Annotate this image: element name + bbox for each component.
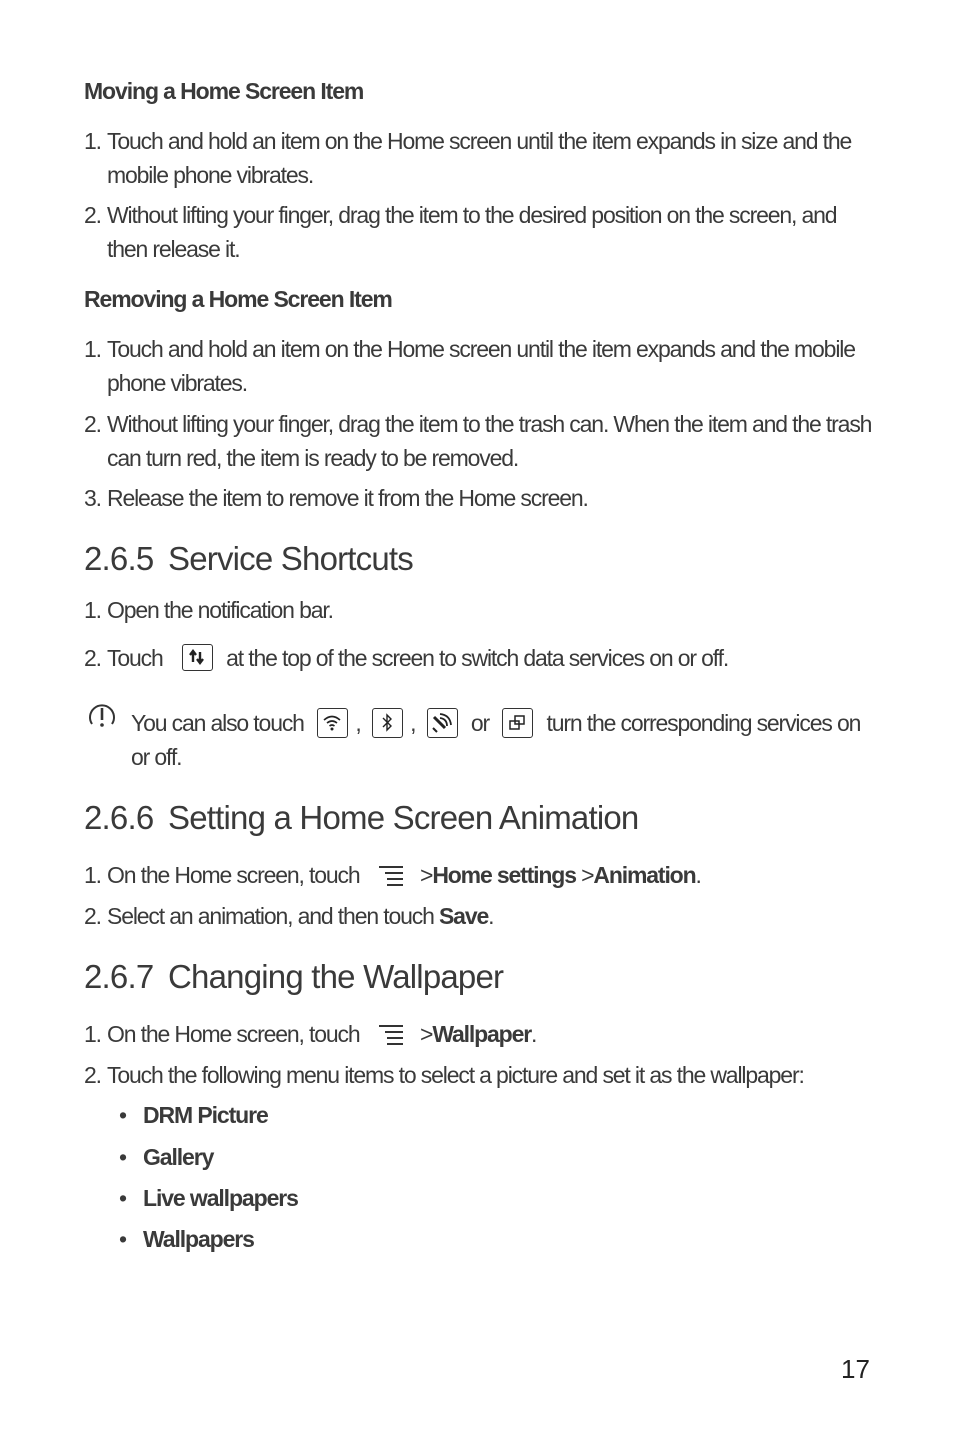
period: . <box>695 862 701 888</box>
step-text: Without lifting your finger, drag the item to the desired position on the screen, and then release it. <box>107 202 837 262</box>
wallpaper-label: Wallpaper <box>432 1021 532 1047</box>
note-icon <box>86 702 118 732</box>
section-heading-service-shortcuts <box>84 539 413 579</box>
step-text: Release the item to remove it from the Home screen. <box>107 485 588 511</box>
section-number: 2.6.6 <box>84 799 154 836</box>
step-number: 1. <box>84 336 101 362</box>
wallpaper-step-1 <box>84 1017 874 1051</box>
bullet: • <box>119 1102 126 1128</box>
list-item <box>119 1142 213 1172</box>
animation-label: Animation <box>593 862 696 888</box>
removing-step-3 <box>84 481 874 515</box>
note-post: turn the corresponding services on <box>546 710 861 736</box>
sync-icon <box>502 708 533 738</box>
gt-separator: > <box>581 862 594 888</box>
step-number: 1. <box>84 862 101 888</box>
step-text-post: at the top of the screen to switch data services on or off. <box>226 645 729 671</box>
menu-icon <box>377 863 405 887</box>
note-pre: You can also touch <box>131 710 304 736</box>
subheading-removing: Removing a Home Screen Item <box>84 286 392 312</box>
step-text: Touch and hold an item on the Home screen until the item expands in size and the mobile phone vibrates. <box>107 128 852 188</box>
subheading-moving: Moving a Home Screen Item <box>84 78 364 104</box>
step-number: 2. <box>84 202 101 228</box>
removing-step-1 <box>84 332 874 400</box>
gps-icon <box>427 708 458 738</box>
period: . <box>531 1021 537 1047</box>
moving-step-1 <box>84 124 874 192</box>
step-text-pre: On the Home screen, touch <box>107 1021 360 1047</box>
list-item <box>119 1100 268 1130</box>
step-number: 2. <box>84 411 101 437</box>
animation-step-2 <box>84 899 874 933</box>
step-text-pre: Touch <box>107 645 163 671</box>
section-heading-animation <box>84 798 638 838</box>
note-sep-1: , <box>355 710 361 736</box>
gt-separator: > <box>420 1021 433 1047</box>
note-text <box>131 706 876 774</box>
section-number: 2.6.7 <box>84 958 154 995</box>
list-item <box>119 1224 254 1254</box>
note-line-2: or off. <box>131 744 182 770</box>
save-label: Save <box>438 903 489 929</box>
step-number: 1. <box>84 597 101 623</box>
step-text-pre: On the Home screen, touch <box>107 862 360 888</box>
service-step-2 <box>84 641 874 675</box>
step-text-pre: Select an animation, and then touch <box>107 903 434 929</box>
section-title: Changing the Wallpaper <box>168 958 504 995</box>
bullet-label: Live wallpapers <box>143 1185 298 1211</box>
bullet-label: Wallpapers <box>143 1226 254 1252</box>
step-number: 3. <box>84 485 101 511</box>
section-title: Setting a Home Screen Animation <box>168 799 639 836</box>
section-heading-wallpaper <box>84 957 503 997</box>
bluetooth-icon <box>372 708 403 738</box>
list-item <box>119 1183 298 1213</box>
menu-icon <box>377 1022 405 1046</box>
step-text: Touch the following menu items to select a picture and set it as the wallpaper: <box>107 1062 804 1088</box>
home-settings-label: Home settings <box>432 862 576 888</box>
step-number: 1. <box>84 128 101 154</box>
step-number: 2. <box>84 1062 101 1088</box>
service-step-1 <box>84 593 874 627</box>
note-or: or <box>470 710 489 736</box>
data-toggle-icon <box>182 644 213 671</box>
gt-separator: > <box>420 862 433 888</box>
step-text: Without lifting your finger, drag the item to the trash can. When the item and the trash can turn red, the item is ready to be removed. <box>107 411 872 471</box>
bullet: • <box>119 1185 126 1211</box>
step-text: Open the notification bar. <box>107 597 333 623</box>
section-title: Service Shortcuts <box>168 540 414 577</box>
moving-step-2 <box>84 198 874 266</box>
removing-step-2 <box>84 407 874 475</box>
step-number: 2. <box>84 645 101 671</box>
note-sep-2: , <box>410 710 416 736</box>
bullet-label: Gallery <box>143 1144 214 1170</box>
bullet: • <box>119 1144 126 1170</box>
bullet-label: DRM Picture <box>143 1102 268 1128</box>
step-text: Touch and hold an item on the Home screen until the item expands and the mobile phone vibrates. <box>107 336 855 396</box>
wallpaper-step-2 <box>84 1058 874 1092</box>
section-number: 2.6.5 <box>84 540 154 577</box>
page-number: 17 <box>841 1354 870 1384</box>
bullet: • <box>119 1226 126 1252</box>
step-number: 2. <box>84 903 101 929</box>
step-number: 1. <box>84 1021 101 1047</box>
animation-step-1 <box>84 858 874 892</box>
period: . <box>488 903 494 929</box>
wifi-icon <box>317 708 348 738</box>
